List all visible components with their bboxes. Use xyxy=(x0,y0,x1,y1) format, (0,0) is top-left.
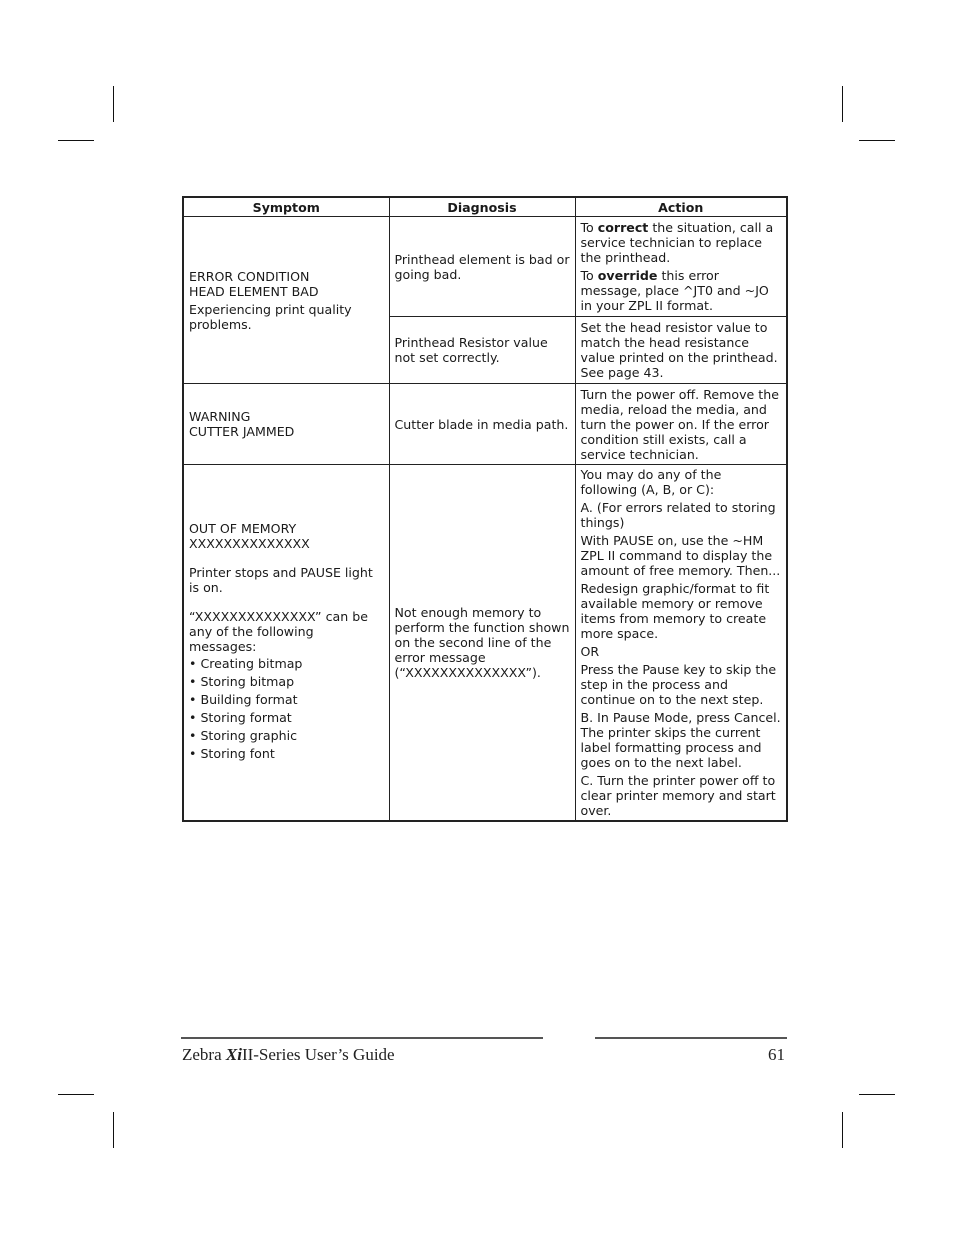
diagnosis-text: Cutter blade in media path. xyxy=(394,416,569,432)
column-header-symptom: Symptom xyxy=(183,197,389,217)
crop-mark xyxy=(113,1112,114,1148)
troubleshooting-table xyxy=(182,196,788,822)
list-item: • Storing graphic xyxy=(189,728,384,743)
action-text: Turn the power off. Remove the media, reload the media, and turn the power on. If the error condition still exists, call a service technician. xyxy=(580,386,779,462)
action-text: Set the head resistor value to match the head resistance value printed on the printhead. See page 43. xyxy=(580,320,778,380)
symptom-message-line2: HEAD ELEMENT BAD xyxy=(189,283,319,299)
table-row xyxy=(183,217,787,317)
list-item: • Storing font xyxy=(189,746,384,761)
diagnosis-cell xyxy=(389,317,575,384)
crop-mark xyxy=(58,1094,94,1095)
action-paragraph: Press the Pause key to skip the step in the process and continue on to the next step. xyxy=(580,662,777,707)
symptom-message-line2: XXXXXXXXXXXXXX xyxy=(189,536,310,551)
action-paragraph: OR xyxy=(580,644,600,659)
diagnosis-text: Printhead Resistor value not set correctly. xyxy=(394,335,548,365)
symptom-message-line1: ERROR CONDITION xyxy=(189,268,310,284)
footer-rule xyxy=(595,1037,787,1039)
diagnosis-text: Not enough memory to perform the function shown on the second line of the error message (“XXXXXXXXXXXXXX”). xyxy=(394,605,570,680)
action-paragraph: You may do any of the following (A, B, or C): xyxy=(580,467,722,497)
action-paragraph: B. In Pause Mode, press Cancel. The printer skips the current label formatting process and goes on to the next label. xyxy=(580,710,781,770)
list-item: • Storing format xyxy=(189,710,384,725)
action-paragraph: A. (For errors related to storing things) xyxy=(580,500,776,530)
list-item: • Creating bitmap xyxy=(189,656,384,671)
action-paragraph: With PAUSE on, use the ~HM ZPL II command to display the amount of free memory. Then... xyxy=(580,533,781,578)
symptom-cell xyxy=(183,465,389,822)
diagnosis-text: Printhead element is bad or going bad. xyxy=(394,251,570,282)
symptom-message-line1: OUT OF MEMORY xyxy=(189,521,297,536)
message-list xyxy=(189,656,384,761)
diagnosis-cell xyxy=(389,384,575,465)
action-paragraph: Redesign graphic/format to fit available memory or remove items from memory to create more space. xyxy=(580,581,770,641)
action-paragraph: C. Turn the printer power off to clear printer memory and start over. xyxy=(580,773,776,818)
diagnosis-cell xyxy=(389,217,575,317)
symptom-note: “XXXXXXXXXXXXXX” can be any of the following messages: xyxy=(189,609,368,654)
symptom-description: Experiencing print quality problems. xyxy=(189,301,352,332)
column-header-diagnosis: Diagnosis xyxy=(389,197,575,217)
list-item: • Storing bitmap xyxy=(189,674,384,689)
crop-mark xyxy=(859,1094,895,1095)
diagnosis-cell xyxy=(389,465,575,822)
footer-title: Zebra XiII-Series User’s Guide xyxy=(182,1045,395,1064)
symptom-cell xyxy=(183,217,389,384)
list-item: • Building format xyxy=(189,692,384,707)
action-paragraph: To override this error message, place ^JT0 and ~JO in your ZPL II format. xyxy=(580,268,769,313)
action-cell xyxy=(575,317,787,384)
table-row xyxy=(183,465,787,822)
crop-mark xyxy=(842,1112,843,1148)
symptom-description: Printer stops and PAUSE light is on. xyxy=(189,565,373,595)
action-cell xyxy=(575,465,787,822)
action-cell xyxy=(575,217,787,317)
page-number: 61 xyxy=(768,1045,785,1064)
crop-mark xyxy=(58,140,94,141)
symptom-message-line2: CUTTER JAMMED xyxy=(189,424,295,439)
footer-rule xyxy=(181,1037,543,1039)
crop-mark xyxy=(113,86,114,122)
symptom-cell xyxy=(183,384,389,465)
crop-mark xyxy=(842,86,843,122)
action-paragraph: To correct the situation, call a service technician to replace the printhead. xyxy=(580,220,774,265)
column-header-action: Action xyxy=(575,197,787,217)
table-row xyxy=(183,384,787,465)
action-cell xyxy=(575,384,787,465)
symptom-message-line1: WARNING xyxy=(189,409,251,424)
table-header-row xyxy=(183,197,787,217)
crop-mark xyxy=(859,140,895,141)
